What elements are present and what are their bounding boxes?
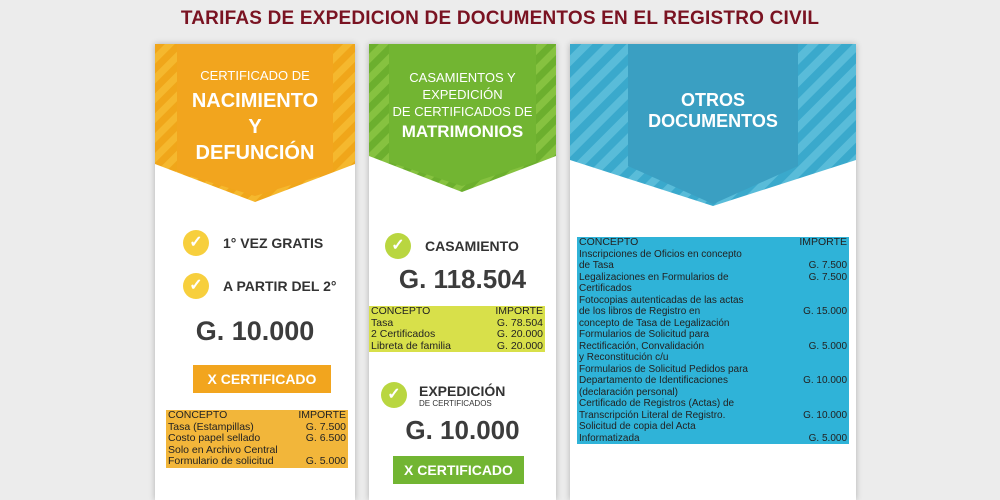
concept-cell: Tasa (Estampillas) — [166, 422, 291, 434]
amount-cell: G. 10.000 — [786, 375, 849, 387]
table-row — [577, 295, 849, 307]
list-item — [183, 230, 323, 256]
other-documents-card — [570, 44, 856, 500]
table-row — [577, 421, 849, 433]
concept-cell: Solo en Archivo Central — [166, 445, 291, 457]
amount-cell: G. 78.504 — [478, 318, 545, 330]
marriage-label: CASAMIENTO — [425, 238, 519, 254]
amount-cell: G. 5.000 — [291, 456, 348, 468]
amount-cell: G. 15.000 — [786, 306, 849, 318]
free-first-label: 1° VEZ GRATIS — [223, 235, 324, 251]
amount-header: IMPORTE — [478, 306, 545, 318]
table-row — [369, 329, 545, 341]
table-row — [369, 341, 545, 353]
banner-subtitle: CERTIFICADO DE — [200, 68, 310, 83]
banner-title-line2: DOCUMENTOS — [648, 111, 778, 131]
amount-cell: G. 7.500 — [291, 422, 348, 434]
table-row — [577, 283, 849, 295]
issuance-price: G. 10.000 — [405, 415, 520, 445]
amount-header: IMPORTE — [786, 237, 849, 249]
concept-cell: de los libros de Registro en — [577, 306, 786, 318]
amount-cell — [786, 318, 849, 330]
table-row — [577, 387, 849, 399]
checkmark-icon: ✓ — [385, 233, 411, 259]
issuance-sublabel: DE CERTIFICADOS — [419, 398, 492, 408]
table-row — [577, 318, 849, 330]
marriage-fees-table — [369, 306, 545, 352]
concept-cell: concepto de Tasa de Legalización — [577, 318, 786, 330]
birth-death-fees-table — [166, 410, 348, 468]
from-second-label: A PARTIR DEL 2° — [223, 278, 337, 294]
amount-cell — [786, 283, 849, 295]
concept-cell: Formularios de Solicitud Pedidos para — [577, 364, 786, 376]
issuance-label-group — [419, 383, 505, 408]
table-row — [577, 341, 849, 353]
concept-cell: Transcripción Literal de Registro. — [577, 410, 786, 422]
table-row — [577, 249, 849, 261]
birth-death-certificate-card — [155, 44, 355, 500]
per-certificate-button[interactable]: X CERTIFICADO — [193, 365, 331, 393]
table-row — [577, 398, 849, 410]
banner-title-line3: DEFUNCIÓN — [195, 142, 315, 164]
banner-subtitle-line3: DE CERTIFICADOS DE — [392, 104, 533, 119]
table-header-row — [577, 237, 849, 249]
amount-cell — [786, 387, 849, 399]
amount-cell — [786, 421, 849, 433]
concept-header: CONCEPTO — [369, 306, 478, 318]
table-row — [577, 410, 849, 422]
concept-cell: y Reconstitución c/u — [577, 352, 786, 364]
table-row — [577, 433, 849, 445]
amount-cell: G. 10.000 — [786, 410, 849, 422]
table-row — [166, 456, 348, 468]
concept-cell: Departamento de Identificaciones — [577, 375, 786, 387]
birth-death-banner — [155, 44, 355, 204]
table-row — [577, 352, 849, 364]
marriage-price: G. 118.504 — [398, 264, 527, 294]
amount-cell: G. 7.500 — [786, 272, 849, 284]
concept-cell: Libreta de familia — [369, 341, 478, 353]
list-item — [183, 273, 336, 299]
concept-cell: Fotocopias autenticadas de las actas — [577, 295, 786, 307]
banner-title-line2: Y — [248, 116, 262, 138]
per-certificate-button[interactable]: X CERTIFICADO — [393, 456, 524, 484]
checkmark-icon: ✓ — [381, 382, 407, 408]
checkmark-icon: ✓ — [183, 273, 209, 299]
marriage-banner — [369, 44, 556, 194]
amount-cell — [786, 249, 849, 261]
table-row — [577, 364, 849, 376]
amount-cell: G. 20.000 — [478, 329, 545, 341]
table-row — [577, 375, 849, 387]
page-title: TARIFAS DE EXPEDICION DE DOCUMENTOS EN EL REGISTRO CIVIL — [180, 8, 820, 29]
table-row — [577, 260, 849, 272]
concept-cell: Costo papel sellado — [166, 433, 291, 445]
concept-cell: Solicitud de copia del Acta — [577, 421, 786, 433]
table-header-row — [369, 306, 545, 318]
birth-death-price: G. 10.000 — [195, 316, 315, 346]
amount-cell: G. 6.500 — [291, 433, 348, 445]
concept-cell: 2 Certificados — [369, 329, 478, 341]
table-row — [577, 306, 849, 318]
other-documents-banner — [570, 44, 856, 209]
amount-header: IMPORTE — [291, 410, 348, 422]
concept-cell: Inscripciones de Oficios en concepto — [577, 249, 786, 261]
concept-cell: Formulario de solicitud — [166, 456, 291, 468]
checkmark-icon: ✓ — [183, 230, 209, 256]
concept-cell: Formularios de Solicitud para — [577, 329, 786, 341]
concept-cell: Certificado de Registros (Actas) de — [577, 398, 786, 410]
concept-header: CONCEPTO — [577, 237, 786, 249]
list-item — [381, 382, 505, 408]
amount-cell — [786, 364, 849, 376]
amount-cell: G. 5.000 — [786, 433, 849, 445]
amount-cell: G. 20.000 — [478, 341, 545, 353]
table-header-row — [166, 410, 348, 422]
amount-cell — [786, 295, 849, 307]
amount-cell — [786, 352, 849, 364]
banner-title: MATRIMONIOS — [401, 122, 524, 141]
concept-header: CONCEPTO — [166, 410, 291, 422]
table-row — [577, 272, 849, 284]
banner-subtitle-line1: CASAMIENTOS Y — [409, 70, 516, 85]
banner-title-line1: NACIMIENTO — [191, 90, 319, 112]
concept-cell: de Tasa — [577, 260, 786, 272]
amount-cell: G. 5.000 — [786, 341, 849, 353]
concept-cell: Legalizaciones en Formularios de — [577, 272, 786, 284]
other-documents-fees-table — [577, 237, 849, 444]
list-item — [385, 233, 519, 259]
amount-cell — [786, 398, 849, 410]
table-row — [166, 433, 348, 445]
concept-cell: Tasa — [369, 318, 478, 330]
concept-cell: Rectificación, Convalidación — [577, 341, 786, 353]
issuance-label: EXPEDICIÓN — [419, 382, 506, 399]
concept-cell: Informatizada — [577, 433, 786, 445]
amount-cell — [786, 329, 849, 341]
marriage-certificate-card — [369, 44, 556, 500]
banner-title-line1: OTROS — [680, 90, 745, 110]
banner-subtitle-line2: EXPEDICIÓN — [422, 87, 503, 102]
concept-cell: Certificados — [577, 283, 786, 295]
table-row — [577, 329, 849, 341]
amount-cell: G. 7.500 — [786, 260, 849, 272]
concept-cell: (declaración personal) — [577, 387, 786, 399]
